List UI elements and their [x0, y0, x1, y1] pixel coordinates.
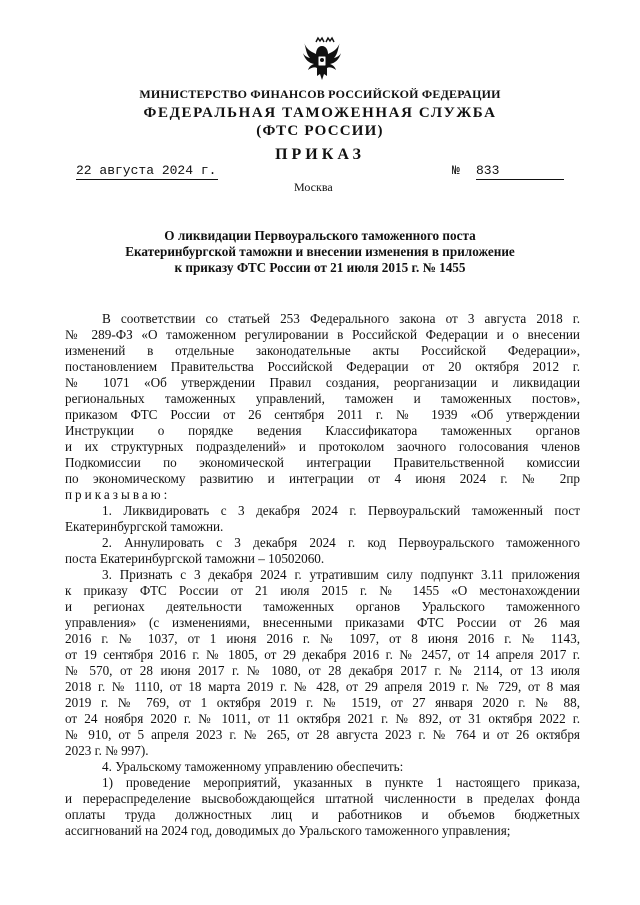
document-type: ПРИКАЗ	[275, 146, 365, 163]
document-city: Москва	[294, 180, 333, 194]
body-line: ассигнований на 2024 год, доводимых до Уральского таможенного управления;	[65, 823, 511, 838]
document-date: 22 августа 2024 г.	[76, 163, 217, 178]
body-line: управления» (с изменениями, внесенными приказами ФТС России от 26 мая	[65, 615, 580, 630]
body-line: 3. Признать с 3 декабря 2024 г. утратившим силу подпункт 3.11 приложения	[102, 567, 580, 582]
body-line: и их структурных подразделений» и протоколом заочного голосования членов	[65, 439, 580, 454]
russian-coat-of-arms-icon	[302, 36, 342, 84]
body-line: от 19 сентября 2016 г. № 1805, от 29 декабря 2016 г. № 2457, от 14 апреля 2017 г.	[65, 647, 580, 662]
ministry-name: МИНИСТЕРСТВО ФИНАНСОВ РОССИЙСКОЙ ФЕДЕРАЦИИ	[139, 87, 501, 101]
document-body	[65, 311, 580, 839]
body-line: от 24 ноября 2020 г. № 1011, от 11 октября 2021 г. № 892, от 31 октября 2022 г.	[65, 711, 580, 726]
body-line: по экономическому развитию и интеграции от 4 июня 2024 г. № 2пр	[65, 471, 580, 486]
body-line: 2. Аннулировать с 3 декабря 2024 г. код Первоуральского таможенного	[102, 535, 580, 550]
title-line: к приказу ФТС России от 21 июля 2015 г. № 1455	[174, 260, 466, 275]
service-name: ФЕДЕРАЛЬНАЯ ТАМОЖЕННАЯ СЛУЖБА	[143, 105, 497, 121]
body-line: В соответствии со статьей 253 Федерального закона от 3 августа 2018 г.	[102, 311, 580, 326]
body-line: региональных таможенных управлений, таможен и таможенных постов»,	[65, 391, 580, 406]
body-line: к приказу ФТС России от 21 июля 2015 г. № 1455 «О местонахождении	[65, 583, 580, 598]
service-short-name: (ФТС РОССИИ)	[256, 123, 384, 139]
body-line-prikazyvayu: приказываю:	[65, 487, 171, 502]
body-line: Екатеринбургской таможни.	[65, 519, 224, 534]
title-line: Екатеринбургской таможни и внесении изменения в приложение	[125, 244, 515, 259]
number-sign: №	[452, 163, 460, 178]
body-line: № 289-ФЗ «О таможенном регулировании в Российской Федерации и о внесении	[65, 327, 580, 342]
body-line: 2019 г. № 769, от 1 октября 2019 г. № 1519, от 27 января 2020 г. № 88,	[65, 695, 580, 710]
body-line: 2018 г. № 1110, от 18 марта 2019 г. № 428, от 29 апреля 2019 г. № 729, от 8 мая	[65, 679, 580, 694]
body-line: 1) проведение мероприятий, указанных в пункте 1 настоящего приказа,	[102, 775, 580, 790]
body-line: № 1071 «Об утверждении Правил создания, реорганизации и ликвидации	[65, 375, 580, 390]
body-line: оплаты труда должностных лиц и работников и объемов бюджетных	[65, 807, 580, 822]
body-line: Инструкции о порядке ведения Классификатора таможенных органов	[65, 423, 580, 438]
body-line: Подкомиссии по экономической интеграции Правительственной комиссии	[65, 455, 580, 470]
body-line: № 570, от 28 июня 2017 г. № 1080, от 28 декабря 2017 г. № 2114, от 13 июля	[65, 663, 580, 678]
body-line: постановлением Правительства Российской Федерации от 20 октября 2012 г.	[65, 359, 580, 374]
document-number: 833	[476, 163, 564, 180]
body-line: изменений в отдельные законодательные акты Российской Федерации»,	[65, 343, 580, 358]
body-line: 2016 г. № 1037, от 1 июня 2016 г. № 1097, от 8 июня 2016 г. № 1143,	[65, 631, 580, 646]
title-line: О ликвидации Первоуральского таможенного поста	[164, 228, 476, 243]
body-line: 4. Уральскому таможенному управлению обеспечить:	[102, 759, 404, 774]
body-line: 1. Ликвидировать с 3 декабря 2024 г. Первоуральский таможенный пост	[102, 503, 580, 518]
body-line: № 910, от 5 апреля 2023 г. № 265, от 28 августа 2023 г. № 764 и от 26 октября	[65, 727, 580, 742]
body-line: и регионах деятельности таможенных органов Уральского таможенного	[65, 599, 580, 614]
body-line: поста Екатеринбургской таможни – 10502060.	[65, 551, 325, 566]
body-line: 2023 г. № 997).	[65, 743, 149, 758]
body-line: приказом ФТС России от 26 сентября 2011 г. № 1939 «Об утверждении	[65, 407, 580, 422]
body-line: и перераспределение высвобождающейся штатной численности в пределах фонда	[65, 791, 580, 806]
document-title	[100, 228, 540, 276]
